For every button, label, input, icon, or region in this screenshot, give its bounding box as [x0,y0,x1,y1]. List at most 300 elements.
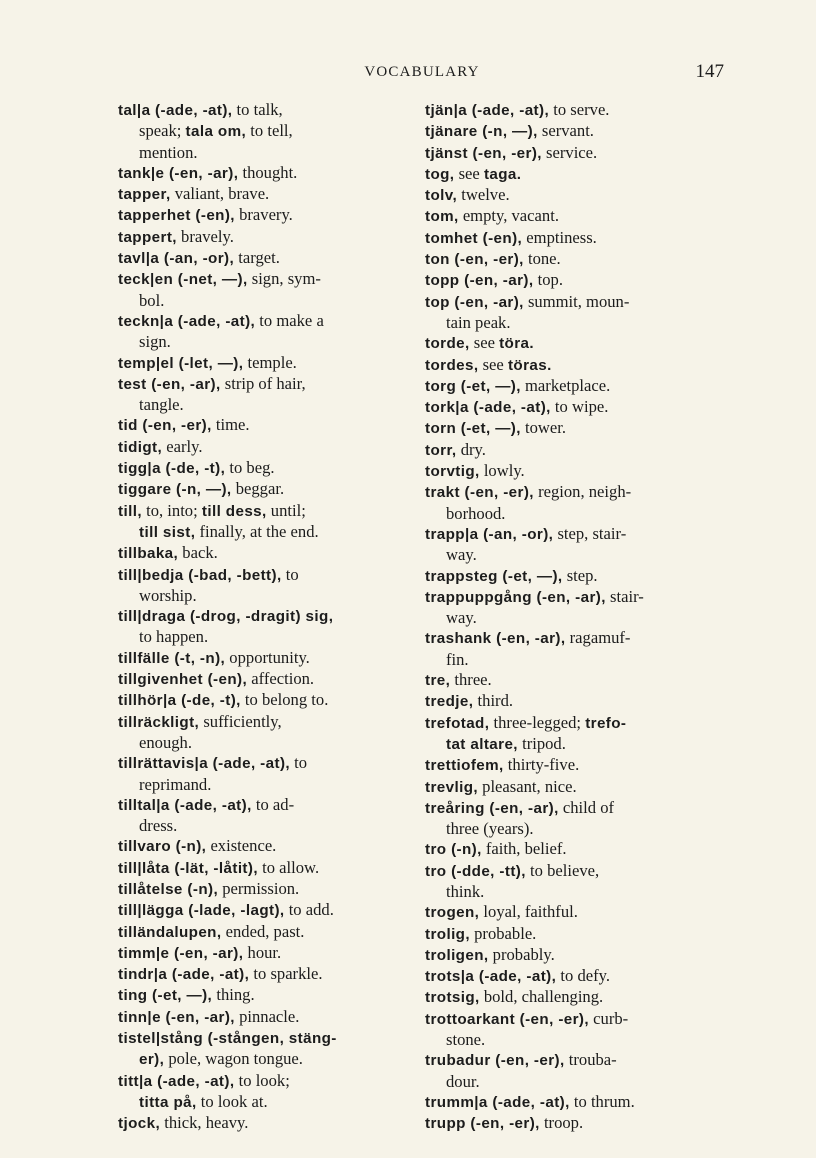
entry-line [118,184,426,205]
vocab-entry [425,418,733,439]
entry-line [425,376,733,397]
definition: to happen. [139,627,209,647]
headword: tjock, [118,1115,161,1133]
entry-line [118,291,426,311]
headword: teck|en (-net, —), [118,271,248,289]
entry-line [118,879,426,900]
headword: trashank (-en, -ar), [425,630,566,648]
entry-line [425,355,733,376]
vocab-entry [118,712,426,754]
definition: target. [234,248,280,268]
headword: torde, [425,335,470,353]
vocab-entry [118,879,426,900]
headword: tinn|e (-en, -ar), [118,1008,235,1026]
entry-line [118,648,426,669]
definition: dry. [456,439,486,459]
entry-line [118,900,426,921]
definition: probable. [469,923,537,943]
entry-line [118,586,426,606]
definition: permission. [218,878,300,898]
headword: troligen, [425,946,489,964]
definition: borhood. [446,503,506,523]
vocab-entry [118,479,426,500]
vocab-entry [118,437,426,458]
entry-line [118,311,426,332]
definition: to [281,564,299,584]
definition: three (years). [446,819,534,839]
entry-line [118,1092,426,1113]
entry-line [118,627,426,647]
headword: tillgivenhet (-en), [118,671,248,689]
headword: teckn|a (-ade, -at), [118,312,256,330]
headword: töra. [499,335,535,353]
vocab-entry [425,524,733,566]
definition: faith, belief. [481,839,567,859]
definition: to allow. [257,857,320,877]
definition: emptiness. [522,227,597,247]
headword: trupp (-en, -er), [425,1115,540,1133]
definition: to [290,753,308,773]
entry-line [425,755,733,776]
headword: tindr|a (-ade, -at), [118,966,250,984]
entry-line [118,943,426,964]
vocab-entry [118,1071,426,1114]
headword: torvtig, [425,463,480,481]
headword: trottoarkant (-en, -er), [425,1010,590,1028]
definition: marketplace. [520,375,611,395]
definition: affection. [247,669,315,689]
vocab-entry [425,839,733,860]
headword: till, [118,502,142,520]
headword: tillrättavis|a (-ade, -at), [118,755,291,773]
definition: three-legged; [489,712,586,732]
right-column [425,100,733,1135]
entry-line [425,270,733,291]
entry-line [118,712,426,733]
headword: torn (-et, —), [425,420,521,438]
definition: three. [450,670,492,690]
definition: sign, sym- [247,269,321,289]
definition: time. [211,415,250,435]
vocab-entry [425,755,733,776]
definition: see [469,333,500,353]
headword: tjänst (-en, -er), [425,144,542,162]
headword: tillvaro (-n), [118,838,207,856]
entry-line [425,333,733,354]
definition: to belong to. [240,690,329,710]
entry-line [425,164,733,185]
entry-line [425,185,733,206]
entry-line [118,522,426,543]
entry-line [425,734,733,755]
vocab-entry [118,184,426,205]
vocab-entry [425,397,733,418]
definition: pinnacle. [234,1006,300,1026]
definition: lowly. [479,461,525,481]
entry-line [118,205,426,226]
definition: until; [266,500,306,520]
definition: dour. [446,1071,480,1091]
headword: tillhör|a (-de, -t), [118,692,241,710]
definition: fin. [446,649,469,669]
definition: curb- [589,1008,629,1028]
headword: treåring (-en, -ar), [425,799,559,817]
definition: to thrum. [569,1091,635,1111]
definition: way. [446,608,477,628]
entry-line [425,397,733,418]
definition: stair- [605,586,644,606]
vocab-entry [425,121,733,142]
definition: opportunity. [225,647,310,667]
entry-line [425,461,733,482]
vocab-entry [425,461,733,482]
entry-line [425,228,733,249]
vocab-entry [425,270,733,291]
entry-line [425,566,733,587]
definition: finally, at the end. [195,521,319,541]
definition: to sparkle. [249,964,323,984]
definition: to add. [284,900,334,920]
entry-line [425,670,733,691]
definition: mention. [139,142,198,162]
entry-line [118,606,426,627]
definition: enough. [139,732,192,752]
definition: empty, vacant. [458,206,559,226]
headword: tro (-dde, -tt), [425,862,526,880]
vocab-entry [118,565,426,607]
definition: bravely. [176,226,234,246]
definition: to beg. [225,458,275,478]
vocab-entry [118,985,426,1006]
vocab-entry [118,669,426,690]
headword: tal|a (-ade, -at), [118,102,233,119]
entry-line [425,545,733,565]
entry-line [118,1113,426,1134]
definition: way. [446,545,477,565]
vocab-entry [425,333,733,354]
entry-line [425,777,733,798]
entry-line [425,1050,733,1071]
entry-line [425,839,733,860]
definition: tangle. [139,395,184,415]
vocab-entry [118,922,426,943]
definition: bold, challenging. [479,987,604,1007]
entry-line [118,415,426,436]
vocab-entry [425,777,733,798]
entry-line [118,964,426,985]
vocab-entry [118,795,426,837]
definition: loyal, faithful. [479,902,578,922]
headword: tordes, [425,356,479,374]
definition: to serve. [549,100,610,119]
definition: tain peak. [446,312,511,332]
definition: summit, moun- [523,291,630,311]
headword: timm|e (-en, -ar), [118,944,244,962]
definition: existence. [206,836,277,856]
headword: torg (-et, —), [425,377,521,395]
definition: temple. [243,352,297,372]
headword: tillfälle (-t, -n), [118,649,226,667]
vocab-entry [425,798,733,840]
headword: till|draga (-drog, -dragit) sig, [118,608,334,626]
definition: servant. [537,121,594,141]
entry-line [425,713,733,734]
vocab-entry [118,227,426,248]
definition: to talk, [232,100,283,119]
headword: tiggare (-n, —), [118,481,232,499]
entry-line [118,374,426,395]
headword: trappuppgång (-en, -ar), [425,588,606,606]
vocab-entry [425,713,733,756]
entry-line [425,206,733,227]
entry-line [118,565,426,586]
headword: trumm|a (-ade, -at), [425,1093,570,1111]
entry-line [118,1028,426,1049]
entry-line [425,504,733,524]
entry-line [118,775,426,795]
vocab-entry [118,964,426,985]
definition: troop. [539,1113,584,1133]
definition: thought. [238,162,298,182]
vocab-entry [118,753,426,795]
headword: trapp|a (-an, -or), [425,525,554,543]
vocab-entry [425,482,733,524]
vocab-entry [118,501,426,544]
entry-line [425,292,733,313]
entry-line [118,1007,426,1028]
headword: trappsteg (-et, —), [425,567,563,585]
definition: service. [541,142,598,162]
definition: step, stair- [553,523,627,543]
entry-line [425,440,733,461]
entry-line [118,985,426,1006]
vocab-entry [425,355,733,376]
headword: tredje, [425,693,474,711]
entry-line [425,691,733,712]
entry-line [118,733,426,753]
definition: to look at. [196,1091,268,1111]
definition: reprimand. [139,774,212,794]
definition: hour. [243,942,282,962]
vocab-entry [118,205,426,226]
vocab-entry [425,987,733,1008]
headword: till|bedja (-bad, -bett), [118,566,282,584]
headword: topp (-en, -ar), [425,272,534,290]
entry-line [425,1092,733,1113]
headword: till|lägga (-lade, -lagt), [118,902,285,920]
vocab-entry [425,691,733,712]
vocab-entry [425,292,733,334]
vocab-entry [425,164,733,185]
entry-line [118,543,426,564]
vocab-entry [425,566,733,587]
definition: speak; [139,121,186,141]
headword: tid (-en, -er), [118,417,212,435]
vocab-entry [425,628,733,670]
vocab-entry [425,1050,733,1092]
definition: probably. [488,944,555,964]
headword: tilländalupen, [118,923,222,941]
definition: think. [446,881,485,901]
headword: tapper, [118,186,171,204]
entry-line [425,482,733,503]
vocab-entry [118,458,426,479]
vocab-entry [425,1092,733,1113]
vocab-entry [425,249,733,270]
vocab-entry [425,587,733,629]
headword: top (-en, -ar), [425,293,524,311]
headword: trotsig, [425,989,480,1007]
headword: tistel|stång (-stången, stäng- [118,1030,337,1048]
entry-line [425,798,733,819]
entry-line [118,332,426,352]
headword: trubadur (-en, -er), [425,1052,565,1070]
entry-line [118,501,426,522]
headword: tapperhet (-en), [118,207,235,225]
definition: sign. [139,332,171,352]
definition: top. [533,270,563,290]
entry-line [118,353,426,374]
entry-line [118,669,426,690]
definition: tone. [523,249,561,269]
definition: child of [558,797,615,817]
headword: tigg|a (-de, -t), [118,460,226,478]
vocab-entry [118,311,426,353]
definition: early. [162,436,203,456]
entry-line [118,479,426,500]
entry-line [118,753,426,774]
entry-line [425,966,733,987]
entry-line [118,836,426,857]
headword: trefotad, [425,714,490,732]
definition: bol. [139,290,165,310]
entry-line [425,143,733,164]
entry-line [118,1049,426,1070]
headword: tolv, [425,187,458,205]
entry-line [118,690,426,711]
entry-line [118,922,426,943]
headword: tro (-n), [425,841,482,859]
vocab-entry [118,690,426,711]
headword: trevlig, [425,778,478,796]
entry-line [118,143,426,163]
vocab-entry [425,902,733,923]
entry-line [425,945,733,966]
entry-line [118,163,426,184]
headword: tavl|a (-an, -or), [118,250,235,268]
definition: ended, past. [221,921,305,941]
definition: thirty-five. [503,755,580,775]
headword: trettiofem, [425,757,504,775]
vocab-entry [118,415,426,436]
headword: till sist, [139,523,196,541]
headword: tork|a (-ade, -at), [425,399,551,417]
headword: torr, [425,441,457,459]
definition: tripod. [517,733,566,753]
headword: tillbaka, [118,545,179,563]
entry-line [425,1030,733,1050]
headword: tre, [425,672,451,690]
running-title: VOCABULARY [364,64,480,80]
vocab-entry [425,1113,733,1134]
headword: trefo- [585,714,627,732]
entry-line [118,458,426,479]
vocab-entry [425,143,733,164]
entry-line [425,882,733,902]
headword: till|låta (-lät, -låtit), [118,859,258,877]
headword: ting (-et, —), [118,987,213,1005]
entry-line [425,249,733,270]
vocab-entry [425,206,733,227]
definition: tower. [520,418,567,438]
entry-line [425,628,733,649]
headword: tilltal|a (-ade, -at), [118,796,252,814]
headword: till dess, [201,502,267,520]
entry-line [425,861,733,882]
headword: tank|e (-en, -ar), [118,164,239,182]
entry-line [118,100,426,121]
headword: titta på, [139,1093,197,1111]
headword: tjän|a (-ade, -at), [425,102,550,119]
headword: test (-en, -ar), [118,375,221,393]
headword: trogen, [425,904,480,922]
definition: stone. [446,1030,486,1050]
entry-line [425,313,733,333]
page-header [118,62,726,86]
definition: pleasant, nice. [478,776,577,796]
vocab-entry [118,353,426,374]
definition: region, neigh- [533,482,632,502]
definition: step. [562,565,598,585]
page-number: 147 [695,61,724,82]
entry-line [425,100,733,121]
vocab-entry [425,185,733,206]
vocab-entry [425,228,733,249]
vocab-entry [425,1009,733,1051]
entry-line [425,608,733,628]
entry-line [425,924,733,945]
definition: to defy. [556,966,610,986]
entry-line [425,121,733,142]
entry-line [118,269,426,290]
vocab-entry [118,1007,426,1028]
entry-line [425,819,733,839]
headword: titt|a (-ade, -at), [118,1072,235,1090]
vocab-entry [118,858,426,879]
vocab-entry [118,943,426,964]
headword: tidigt, [118,438,163,456]
entry-line [118,395,426,415]
definition: third. [473,691,514,711]
entry-line [425,902,733,923]
vocab-entry [118,248,426,269]
entry-line [425,1072,733,1092]
definition: ragamuf- [565,628,631,648]
entry-line [425,418,733,439]
headword: trolig, [425,925,470,943]
vocab-entry [425,440,733,461]
entry-line [425,1113,733,1134]
headword: trots|a (-ade, -at), [425,968,557,986]
entry-line [118,1071,426,1092]
definition: twelve. [457,185,510,205]
headword: tomhet (-en), [425,229,523,247]
headword: tala om, [185,123,247,141]
entry-line [118,437,426,458]
definition: dress. [139,816,178,836]
entry-line [118,795,426,816]
definition: see [478,354,508,374]
